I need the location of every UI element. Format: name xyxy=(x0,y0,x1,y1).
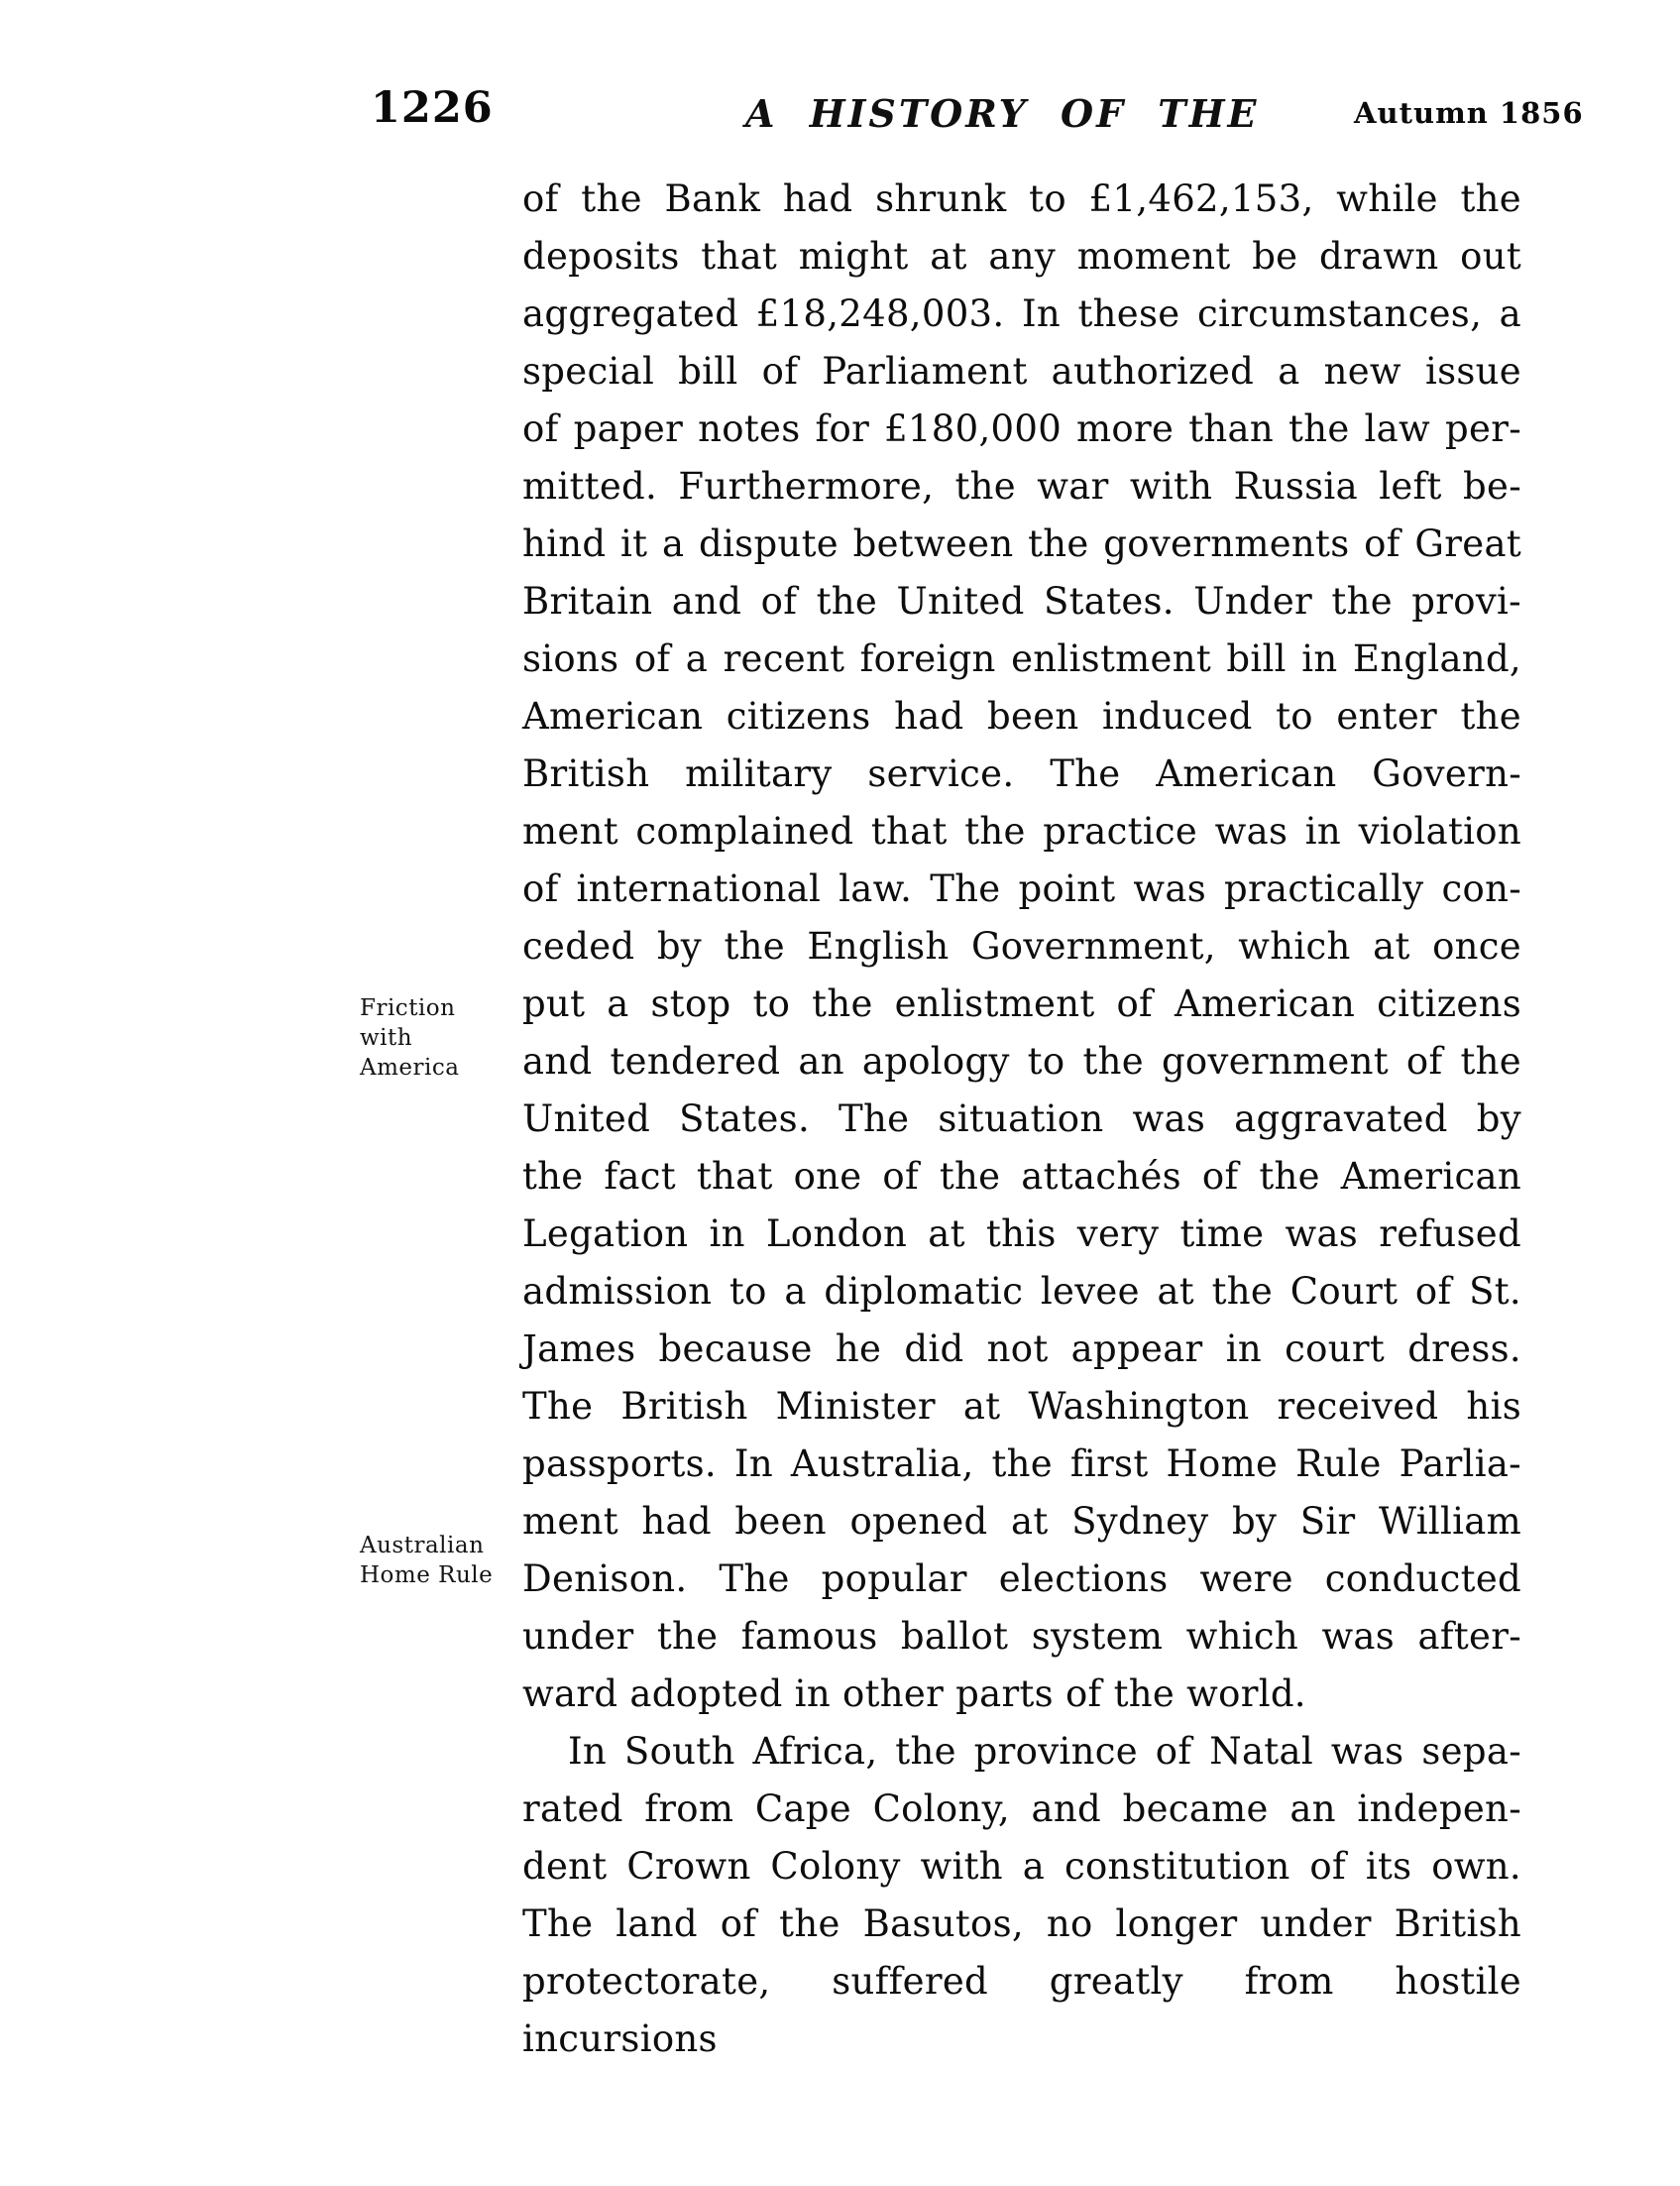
text-line: passports. In Australia, the first Home Rule Parlia- xyxy=(522,1442,1521,1485)
text-line: Legation in London at this very time was refused xyxy=(522,1212,1521,1255)
text-line: ward adopted in other parts of the world. xyxy=(522,1672,1306,1715)
text-line: ment complained that the practice was in violation xyxy=(522,810,1521,853)
running-header-title: A HISTORY OF THE xyxy=(745,91,1260,136)
text-line: special bill of Parliament authorized a new issue xyxy=(522,350,1521,393)
text-line: ment had been opened at Sydney by Sir William xyxy=(522,1500,1521,1543)
margin-note-line: with xyxy=(360,1025,413,1051)
text-line: James because he did not appear in court dress. xyxy=(522,1327,1521,1370)
text-line: hind it a dispute between the governments of Great xyxy=(522,522,1521,565)
margin-note-line: Australian xyxy=(360,1533,485,1558)
body-text-column xyxy=(522,171,1521,2068)
text-line: under the famous ballot system which was after- xyxy=(522,1615,1521,1658)
text-line: Denison. The popular elections were conducted xyxy=(522,1557,1521,1600)
margin-note-line: Friction xyxy=(360,995,456,1021)
margin-note-line: America xyxy=(360,1055,460,1081)
text-line: put a stop to the enlistment of American citizens xyxy=(522,982,1521,1025)
text-line: sions of a recent foreign enlistment bill in England, xyxy=(522,637,1521,680)
text-line: of the Bank had shrunk to £1,462,153, while the xyxy=(522,177,1521,220)
text-line: The British Minister at Washington received his xyxy=(522,1385,1521,1428)
text-line: of paper notes for £180,000 more than the law per- xyxy=(522,407,1521,450)
text-line: protectorate, suffered greatly from hostile incursions xyxy=(522,1960,1521,2060)
text-line: of international law. The point was practically con- xyxy=(522,867,1521,910)
text-line: admission to a diplomatic levee at the Court of St. xyxy=(522,1270,1521,1313)
margin-note-australian-home-rule xyxy=(360,1531,548,1590)
running-header-date: Autumn 1856 xyxy=(1354,96,1584,130)
text-line: Britain and of the United States. Under the provi- xyxy=(522,580,1521,623)
text-line: deposits that might at any moment be drawn out xyxy=(522,235,1521,278)
text-line: United States. The situation was aggravated by xyxy=(522,1097,1521,1140)
text-line: British military service. The American Govern- xyxy=(522,752,1521,795)
text-line: aggregated £18,248,003. In these circumstances, a xyxy=(522,292,1521,335)
text-line: The land of the Basutos, no longer under British xyxy=(522,1902,1521,1945)
text-line: rated from Cape Colony, and became an indepen- xyxy=(522,1787,1521,1830)
text-line: mitted. Furthermore, the war with Russia left be- xyxy=(522,465,1521,508)
text-line: In South Africa, the province of Natal was sepa- xyxy=(568,1730,1521,1773)
text-line: ceded by the English Government, which at once xyxy=(522,925,1521,968)
text-line: and tendered an apology to the government of the xyxy=(522,1040,1521,1083)
text-line: dent Crown Colony with a constitution of its own. xyxy=(522,1845,1521,1888)
margin-note-friction-with-america xyxy=(360,993,533,1083)
page-number: 1226 xyxy=(371,83,494,133)
margin-note-line: Home Rule xyxy=(360,1562,494,1588)
text-line: American citizens had been induced to enter the xyxy=(522,695,1521,738)
text-line: the fact that one of the attachés of the American xyxy=(522,1155,1521,1198)
